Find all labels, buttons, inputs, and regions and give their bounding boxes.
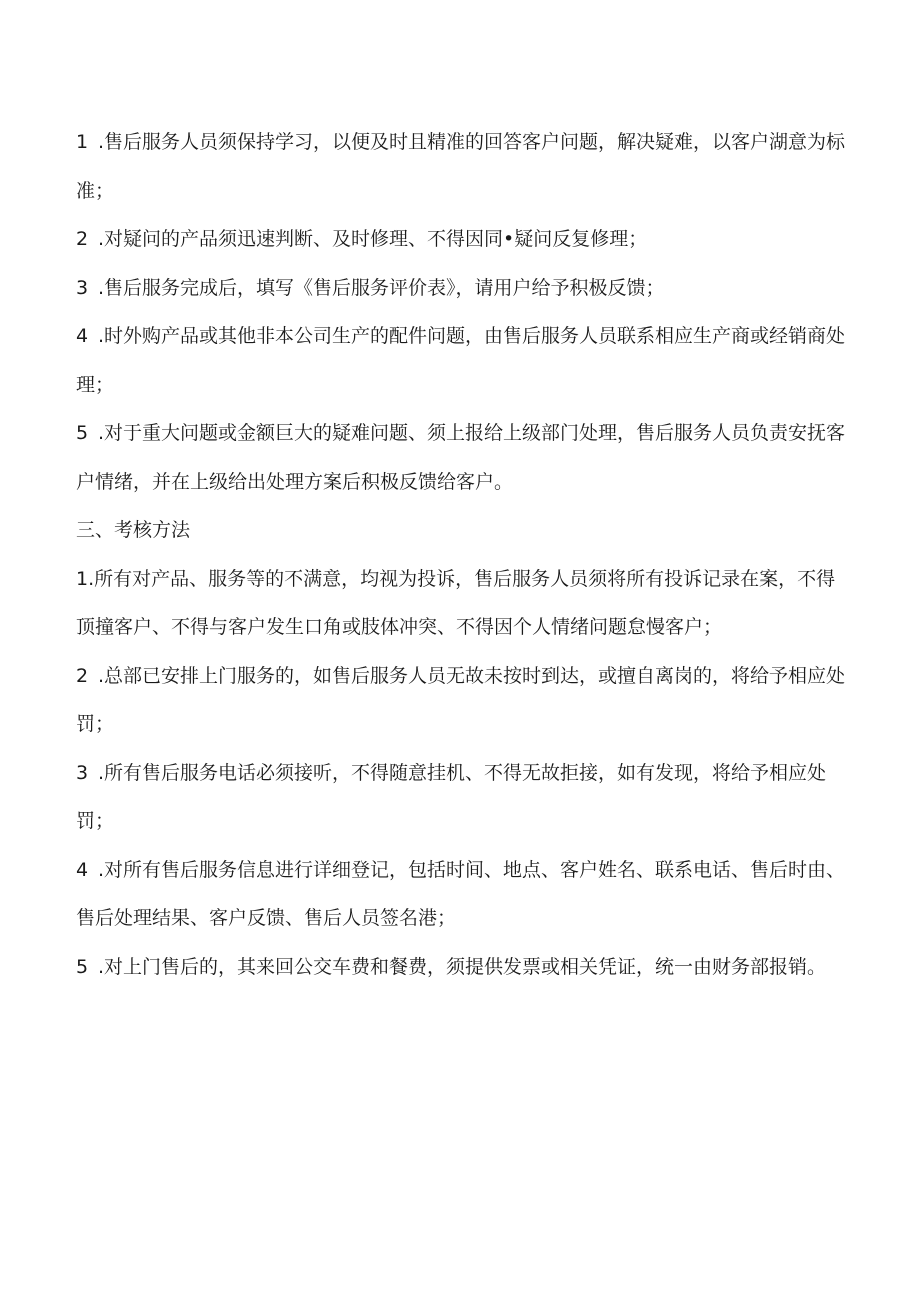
item-number: 1 [76,131,89,153]
item-number: 2 [76,664,89,687]
item-text: .对于重大问题或金额巨大的疑难问题、须上报给上级部门处理，售后服务人员负责安抚客户情绪，并在上级给出处理方案后积极反馈给客户。 [76,422,846,493]
item-number: 5 [76,422,89,444]
list-item [76,264,846,313]
list-item [76,312,846,409]
item-number: 1 [76,567,89,590]
section-heading: 三、考核方法 [76,519,191,541]
item-text: .对所有售后服务信息进行详细登记，包括时间、地点、客户姓名、联系电话、售后时由、售后处理结果、客户反馈、售后人员签名港； [76,858,846,929]
item-number: 4 [76,325,89,347]
list-item [76,846,846,943]
list-item [76,943,846,992]
item-number: 2 [76,228,89,250]
item-text: .时外购产品或其他非本公司生产的配件问题，由售后服务人员联系相应生产商或经销商处理； [76,325,846,396]
item-text: .对疑问的产品须迅速判断、及时修理、不得因同•疑问反复修理； [98,228,648,250]
document-body [76,118,846,991]
item-text: .所有对产品、服务等的不满意，均视为投诉，售后服务人员须将所有投诉记录在案，不得顶撞客户、不得与客户发生口角或肢体冲突、不得因个人情绪问题怠慢客户； [76,567,836,638]
item-number: 4 [76,858,89,881]
list-item [76,409,846,506]
item-text: .对上门售后的，其来回公交车费和餐费，须提供发票或相关凭证，统一由财务部报销。 [98,955,827,978]
item-text: .所有售后服务电话必须接听，不得随意挂机、不得无故拒接，如有发现，将给予相应处罚； [76,761,827,832]
item-text: .总部已安排上门服务的，如售后服务人员无故未按时到达，或擅自离岗的，将给予相应处罚； [76,664,846,735]
list-item [76,555,846,652]
item-number: 3 [76,761,89,784]
list-item [76,652,846,749]
list-item [76,118,846,215]
item-text: .售后服务完成后，填写《售后服务评价表》，请用户给予积极反馈； [98,276,665,299]
list-item [76,215,846,264]
item-number: 5 [76,955,89,978]
list-item [76,749,846,846]
item-number: 3 [76,276,89,299]
item-text: .售后服务人员须保持学习，以便及时且精准的回答客户问题，解决疑难，以客户湖意为标准； [76,131,846,202]
